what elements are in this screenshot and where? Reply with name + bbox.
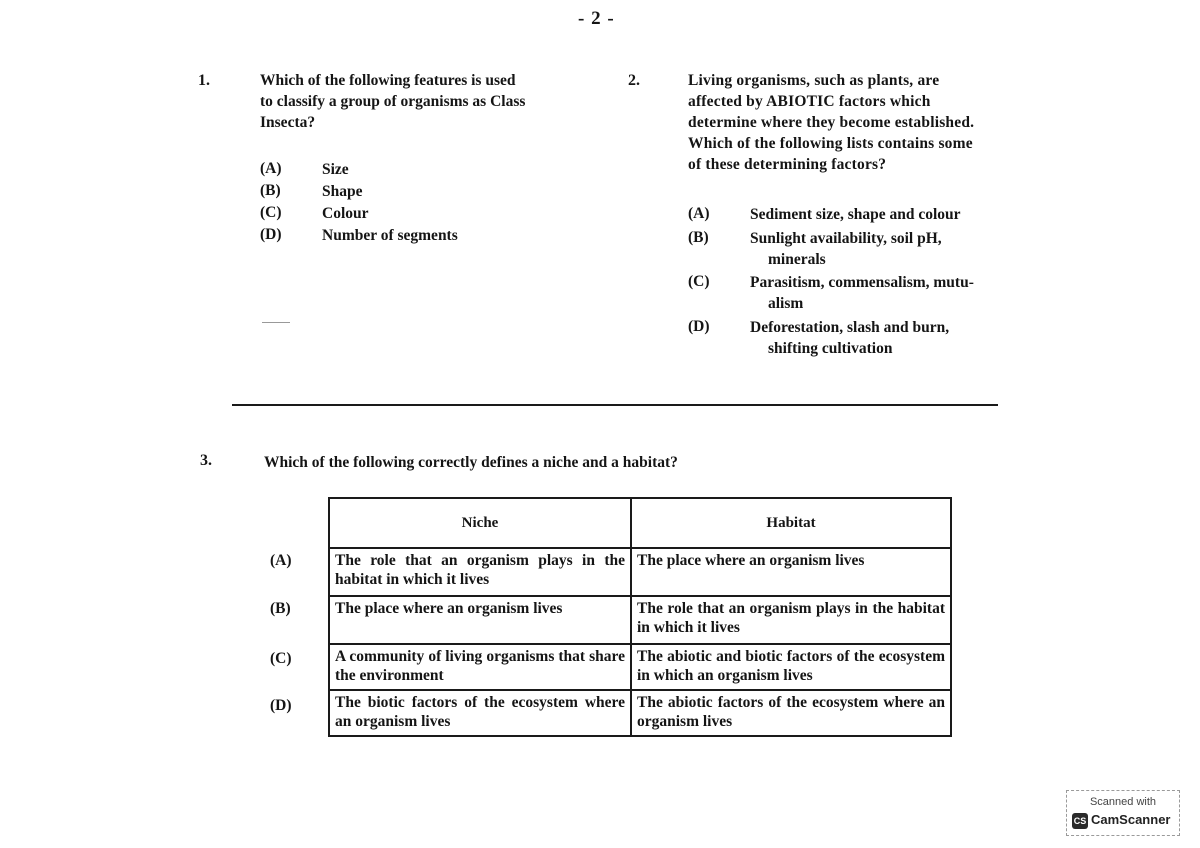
question-1-line-3: Insecta? (260, 114, 316, 131)
q2-option-a-text: Sediment size, shape and colour (750, 206, 961, 223)
question-3-number: 3. (200, 452, 212, 469)
row-d-habitat: The abiotic factors of the ecosystem where an organism lives (631, 690, 951, 736)
row-a-niche: The role that an organism plays in the habitat in which it lives (329, 548, 631, 596)
q2-option-b-text (750, 228, 942, 270)
table-row (329, 690, 951, 736)
question-2-line-1: Living organisms, such as plants, are (688, 72, 940, 89)
question-2-line-4: Which of the following lists contains some (688, 135, 973, 152)
question-2-line-2: affected by ABIOTIC factors which (688, 93, 931, 110)
q2-option-c-label: (C) (688, 273, 710, 290)
q2-option-a-label: (A) (688, 205, 710, 222)
niche-habitat-table (328, 497, 952, 737)
q2-option-c-text (750, 272, 974, 314)
question-1-line-2: to classify a group of organisms as Class (260, 93, 526, 110)
question-2-line-5: of these determining factors? (688, 156, 887, 173)
section-divider (232, 404, 998, 406)
stray-mark (262, 322, 290, 323)
row-c-niche: A community of living organisms that share the environment (329, 644, 631, 690)
q3-row-b-label: (B) (270, 600, 291, 617)
question-2-line-3: determine where they become established. (688, 114, 975, 131)
q2-option-d-line-1: Deforestation, slash and burn, (750, 319, 950, 336)
page-number: - 2 - (578, 8, 615, 29)
q2-option-b-line-1: Sunlight availability, soil pH, (750, 230, 942, 247)
niche-header: Niche (329, 498, 631, 548)
q2-option-d-label: (D) (688, 318, 710, 335)
q1-option-d-label: (D) (260, 226, 282, 243)
q2-option-b-label: (B) (688, 229, 709, 246)
question-1-number: 1. (198, 72, 210, 89)
table-row (329, 596, 951, 644)
q2-option-d-line-2: shifting cultivation (768, 340, 893, 357)
row-b-habitat: The role that an organism plays in the habitat in which it lives (631, 596, 951, 644)
question-2-text (688, 70, 1028, 175)
table-row (329, 644, 951, 690)
q3-row-c-label: (C) (270, 650, 292, 667)
table-row (329, 548, 951, 596)
q2-option-d-text (750, 317, 949, 359)
question-1-text (260, 70, 600, 133)
q1-option-d-text: Number of segments (322, 227, 458, 244)
camscanner-logo-icon: CS (1072, 813, 1088, 829)
q2-option-b-line-2: minerals (768, 251, 826, 268)
q1-option-c-text: Colour (322, 205, 369, 222)
watermark-brand: CamScanner (1091, 812, 1171, 827)
habitat-header: Habitat (631, 498, 951, 548)
q3-row-d-label: (D) (270, 697, 292, 714)
row-d-niche: The biotic factors of the ecosystem where an organism lives (329, 690, 631, 736)
table-header-row (329, 498, 951, 548)
question-3-text: Which of the following correctly defines a niche and a habitat? (264, 454, 678, 471)
row-a-habitat: The place where an organism lives (631, 548, 951, 596)
q1-option-c-label: (C) (260, 204, 282, 221)
camscanner-watermark (1066, 790, 1180, 836)
question-2-number: 2. (628, 72, 640, 89)
question-1-line-1: Which of the following features is used (260, 72, 516, 89)
q1-option-b-text: Shape (322, 183, 363, 200)
row-c-habitat: The abiotic and biotic factors of the ecosystem in which an organism lives (631, 644, 951, 690)
q1-option-b-label: (B) (260, 182, 281, 199)
row-b-niche: The place where an organism lives (329, 596, 631, 644)
q1-option-a-label: (A) (260, 160, 282, 177)
q1-option-a-text: Size (322, 161, 349, 178)
watermark-caption: Scanned with (1089, 796, 1157, 808)
q3-row-a-label: (A) (270, 552, 292, 569)
q2-option-c-line-1: Parasitism, commensalism, mutu- (750, 274, 974, 291)
q2-option-c-line-2: alism (768, 295, 804, 312)
